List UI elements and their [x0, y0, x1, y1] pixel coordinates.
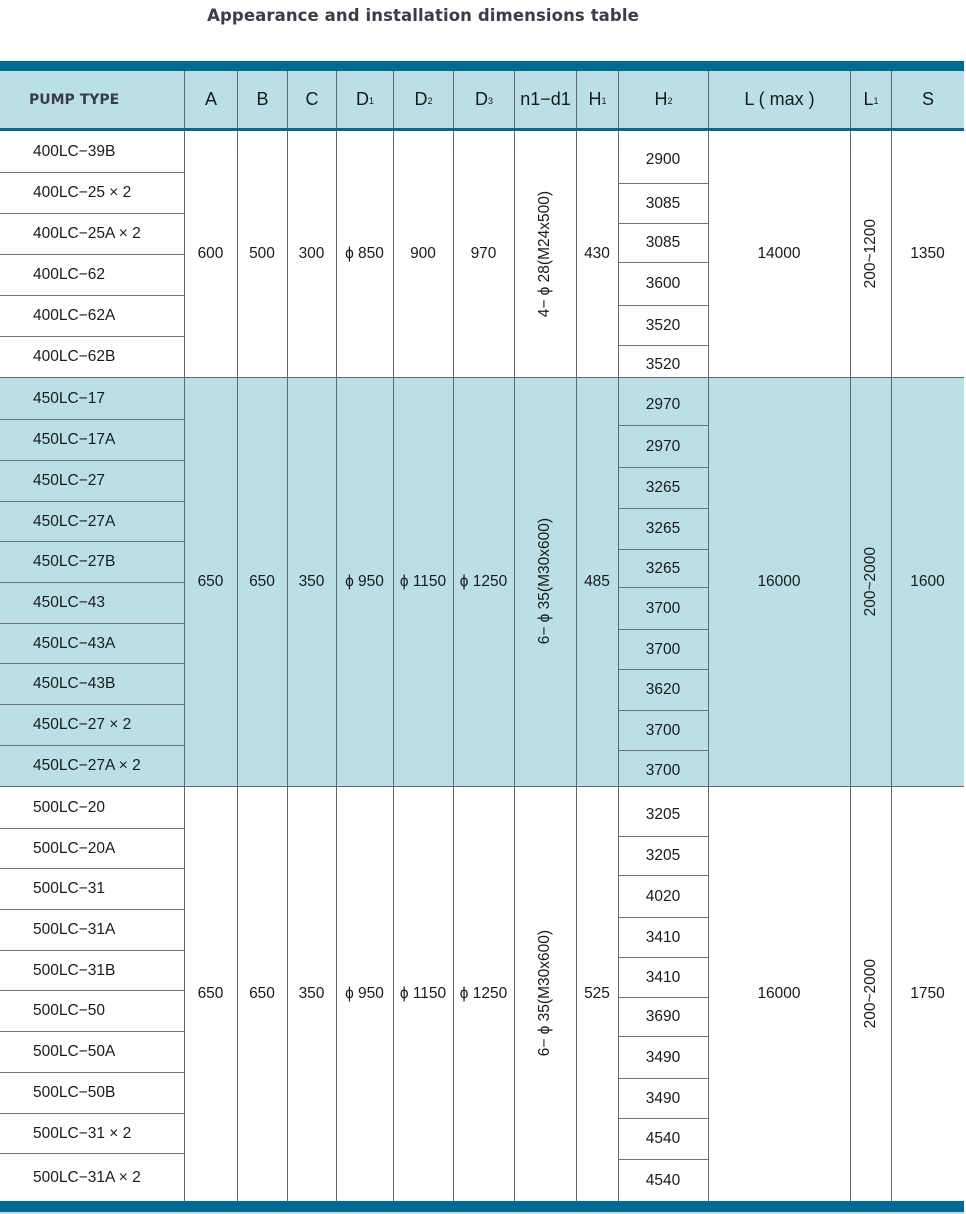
h2-value: 3265 — [618, 549, 708, 587]
table-row: 450LC−43B — [0, 663, 184, 704]
cell-n1-d1 — [514, 786, 576, 1201]
cell-s: 1350 — [910, 245, 945, 262]
header-h2-sub: 2 — [667, 95, 673, 106]
cell-b: 500 — [249, 245, 275, 262]
page-title: Appearance and installation dimensions table — [207, 6, 639, 25]
header-s: S — [891, 71, 964, 128]
cell-h1: 430 — [584, 245, 610, 262]
header-d1-main: D — [355, 89, 369, 109]
n1-d1-value: 6− ϕ 35(M30x600) — [536, 930, 553, 1057]
table-top-bar — [0, 61, 964, 71]
column-divider — [393, 377, 394, 786]
cell-a: 650 — [197, 984, 224, 1002]
header-l1 — [850, 71, 891, 128]
cell-l-max: 14000 — [757, 245, 801, 262]
h2-value: 2970 — [618, 425, 708, 467]
cell-h2-stack — [618, 377, 708, 786]
table-row: 450LC−27B — [0, 541, 184, 582]
table-row: 450LC−43A — [0, 623, 184, 663]
column-divider — [453, 131, 454, 377]
header-d3 — [453, 71, 514, 128]
table-row: 450LC−27A × 2 — [0, 745, 184, 786]
column-divider — [336, 131, 337, 377]
header-h1-main: H — [588, 89, 602, 109]
column-divider — [618, 786, 619, 1201]
header-h2-main: H — [654, 89, 668, 109]
cell-b: 650 — [249, 984, 275, 1002]
column-divider — [708, 786, 709, 1201]
l1-value: 200~1200 — [861, 219, 879, 289]
h2-value: 3085 — [618, 223, 708, 262]
column-divider — [184, 377, 185, 786]
column-divider — [514, 786, 515, 1201]
h2-value: 4540 — [618, 1118, 708, 1159]
table-row: 500LC−50 — [0, 990, 184, 1031]
header-l1-sub: 1 — [873, 95, 879, 106]
table-row: 500LC−31 — [0, 868, 184, 909]
header-n1-d1: n1−d1 — [514, 71, 576, 128]
column-divider — [891, 786, 892, 1201]
column-divider — [336, 377, 337, 786]
column-divider — [514, 377, 515, 786]
n1-d1-value: 6− ϕ 35(M30x600) — [536, 518, 553, 645]
cell-d2: ϕ 1150 — [399, 984, 447, 1002]
column-divider — [184, 131, 185, 377]
column-divider — [184, 786, 185, 1201]
cell-h1: 525 — [584, 984, 610, 1002]
table-row: 400LC−62A — [0, 295, 184, 336]
h2-value: 3265 — [618, 508, 708, 549]
h2-value: 3700 — [618, 750, 708, 786]
h2-value: 2900 — [645, 151, 681, 168]
table-row: 450LC−43 — [0, 582, 184, 623]
header-d2-main: D — [414, 89, 428, 109]
table-row: 450LC−27 × 2 — [0, 704, 184, 745]
section-400lc — [0, 131, 964, 377]
table-row: 500LC−50B — [0, 1072, 184, 1113]
column-divider — [850, 377, 851, 786]
column-divider — [576, 786, 577, 1201]
header-h1 — [576, 71, 618, 128]
section-450lc — [0, 377, 964, 786]
cell-s: 1750 — [910, 984, 945, 1002]
cell-l1 — [850, 786, 891, 1201]
column-divider — [453, 377, 454, 786]
h2-value: 3205 — [618, 836, 708, 875]
column-divider — [336, 786, 337, 1201]
cell-d1: ϕ 850 — [345, 245, 384, 262]
h2-value: 3205 — [645, 805, 681, 823]
column-divider — [237, 131, 238, 377]
column-divider — [618, 131, 619, 377]
column-divider — [891, 131, 892, 377]
table-row: 500LC−20A — [0, 828, 184, 868]
cell-b: 650 — [249, 572, 275, 590]
cell-d1: ϕ 950 — [345, 572, 384, 590]
column-divider — [237, 786, 238, 1201]
table-row: 400LC−25 × 2 — [0, 172, 184, 213]
l1-value: 200~2000 — [861, 546, 879, 617]
table-row: 500LC−31 × 2 — [0, 1113, 184, 1153]
h2-value: 3520 — [618, 305, 708, 345]
h2-value: 3520 — [618, 345, 708, 377]
table-row: 400LC−39B — [33, 142, 116, 160]
column-divider — [708, 377, 709, 786]
cell-c: 350 — [298, 984, 325, 1002]
cell-d3: ϕ 1250 — [459, 984, 508, 1002]
h2-value: 3690 — [618, 997, 708, 1036]
table-row: 500LC−50A — [0, 1031, 184, 1072]
table-row: 400LC−62 — [0, 254, 184, 295]
cell-d1: ϕ 950 — [345, 984, 384, 1002]
column-divider — [453, 786, 454, 1201]
header-h2 — [618, 71, 708, 128]
column-divider — [850, 786, 851, 1201]
cell-l-max: 16000 — [757, 984, 801, 1002]
column-divider — [287, 131, 288, 377]
cell-d2: ϕ 1150 — [399, 572, 447, 590]
h2-value: 3410 — [618, 957, 708, 997]
table-row: 450LC−27 — [0, 460, 184, 501]
column-divider — [576, 377, 577, 786]
header-a: A — [184, 71, 237, 128]
cell-s: 1600 — [910, 572, 945, 590]
cell-n1-d1 — [514, 377, 576, 786]
column-divider — [850, 131, 851, 377]
h2-value: 3410 — [618, 917, 708, 957]
table-row: 400LC−62B — [0, 336, 184, 377]
cell-a: 650 — [197, 572, 224, 590]
table-row: 450LC−27A — [0, 501, 184, 541]
column-divider — [393, 131, 394, 377]
column-divider — [287, 786, 288, 1201]
section-500lc — [0, 786, 964, 1201]
cell-h2-stack — [618, 786, 708, 1201]
h2-value: 2970 — [645, 395, 681, 413]
table-row: 500LC−31B — [0, 950, 184, 990]
header-d2-sub: 2 — [427, 95, 433, 106]
cell-l-max: 16000 — [757, 572, 801, 590]
cell-l1 — [850, 377, 891, 786]
header-h1-sub: 1 — [601, 95, 607, 106]
column-divider — [393, 786, 394, 1201]
table-row: 450LC−17A — [0, 419, 184, 460]
header-b: B — [237, 71, 287, 128]
cell-d3: 970 — [470, 245, 497, 262]
header-pump-type: PUMP TYPE — [29, 91, 120, 108]
header-d3-sub: 3 — [487, 95, 493, 106]
cell-h1: 485 — [584, 572, 610, 590]
column-divider — [514, 131, 515, 377]
table-header — [0, 71, 964, 128]
column-divider — [576, 131, 577, 377]
l1-value: 200~2000 — [861, 958, 879, 1029]
cell-h2-stack — [618, 131, 708, 377]
column-divider — [891, 377, 892, 786]
cell-a: 600 — [197, 245, 224, 262]
h2-value: 3700 — [618, 587, 708, 629]
cell-d3: ϕ 1250 — [459, 572, 508, 590]
cell-c: 350 — [298, 572, 325, 590]
table-row: 400LC−25A × 2 — [0, 213, 184, 254]
table-row: 500LC−31A × 2 — [0, 1153, 184, 1201]
h2-value: 3490 — [618, 1078, 708, 1118]
table-row: 500LC−31A — [0, 909, 184, 950]
header-c: C — [287, 71, 336, 128]
table-row: 450LC−17 — [33, 389, 105, 407]
cell-n1-d1 — [514, 131, 576, 377]
column-divider — [237, 377, 238, 786]
h2-value: 3265 — [618, 467, 708, 508]
h2-value: 4540 — [618, 1159, 708, 1201]
h2-value: 3490 — [618, 1036, 708, 1078]
table-row: 500LC−20 — [33, 798, 105, 816]
header-l-max: L ( max ) — [708, 71, 850, 128]
header-l1-main: L — [863, 89, 874, 109]
h2-value: 3600 — [618, 262, 708, 305]
column-divider — [618, 377, 619, 786]
n1-d1-value: 4− ϕ 28(M24x500) — [536, 190, 553, 318]
header-d1-sub: 1 — [368, 95, 374, 106]
cell-l1 — [850, 131, 891, 377]
header-d3-main: D — [474, 89, 488, 109]
column-divider — [287, 377, 288, 786]
column-divider — [708, 131, 709, 377]
h2-value: 3700 — [618, 629, 708, 669]
header-d2 — [393, 71, 453, 128]
h2-value: 4020 — [618, 875, 708, 917]
h2-value: 3620 — [618, 669, 708, 710]
cell-c: 300 — [298, 245, 325, 262]
h2-value: 3085 — [618, 183, 708, 223]
h2-value: 3700 — [618, 710, 708, 750]
header-d1 — [336, 71, 393, 128]
cell-d2: 900 — [410, 245, 436, 262]
table-bottom-bar — [0, 1201, 964, 1212]
